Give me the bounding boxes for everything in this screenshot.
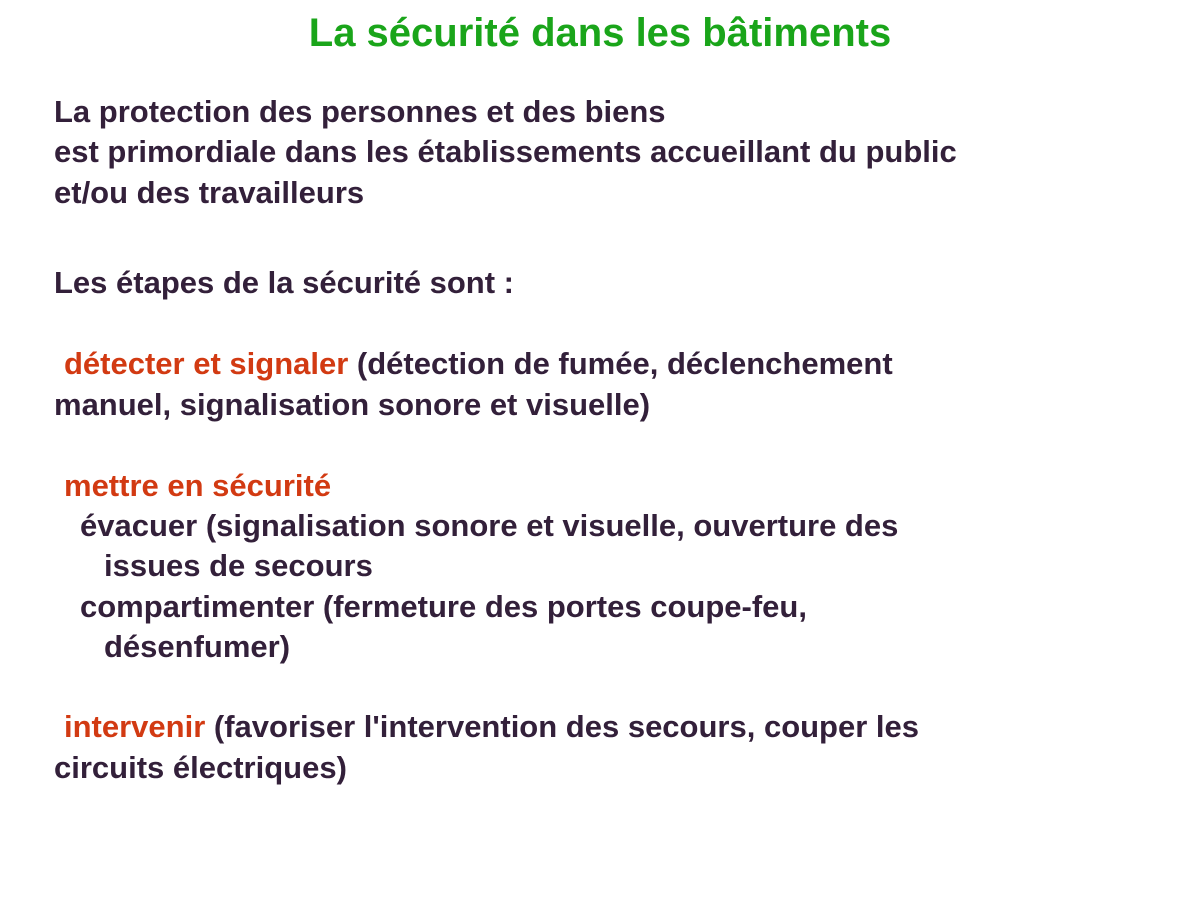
step-description: (favoriser l'intervention des secours, couper les: [205, 709, 920, 744]
intro-line: La protection des personnes et des biens: [54, 94, 666, 129]
step-description: (détection de fumée, déclenchement: [348, 346, 893, 381]
step-keyword: détecter et signaler: [64, 346, 349, 381]
slide-title: La sécurité dans les bâtiments: [308, 11, 892, 55]
substep-compartmentalize: compartimenter (fermeture des portes coupe-feu,: [80, 589, 807, 624]
intro-line: et/ou des travailleurs: [54, 175, 365, 210]
step-line: [64, 344, 893, 384]
step-description: circuits électriques): [54, 750, 347, 785]
substep-evacuate: évacuer (signalisation sonore et visuelle, ouverture des: [80, 508, 899, 543]
step-keyword: mettre en sécurité: [64, 468, 332, 503]
step-line: [64, 707, 919, 747]
step-keyword: intervenir: [64, 709, 206, 744]
steps-heading: Les étapes de la sécurité sont :: [54, 265, 515, 300]
step-description: manuel, signalisation sonore et visuelle): [54, 387, 651, 422]
substep-compartmentalize-continued: désenfumer): [104, 629, 291, 664]
intro-line: est primordiale dans les établissements accueillant du public: [54, 134, 957, 169]
substep-evacuate-continued: issues de secours: [104, 548, 373, 583]
